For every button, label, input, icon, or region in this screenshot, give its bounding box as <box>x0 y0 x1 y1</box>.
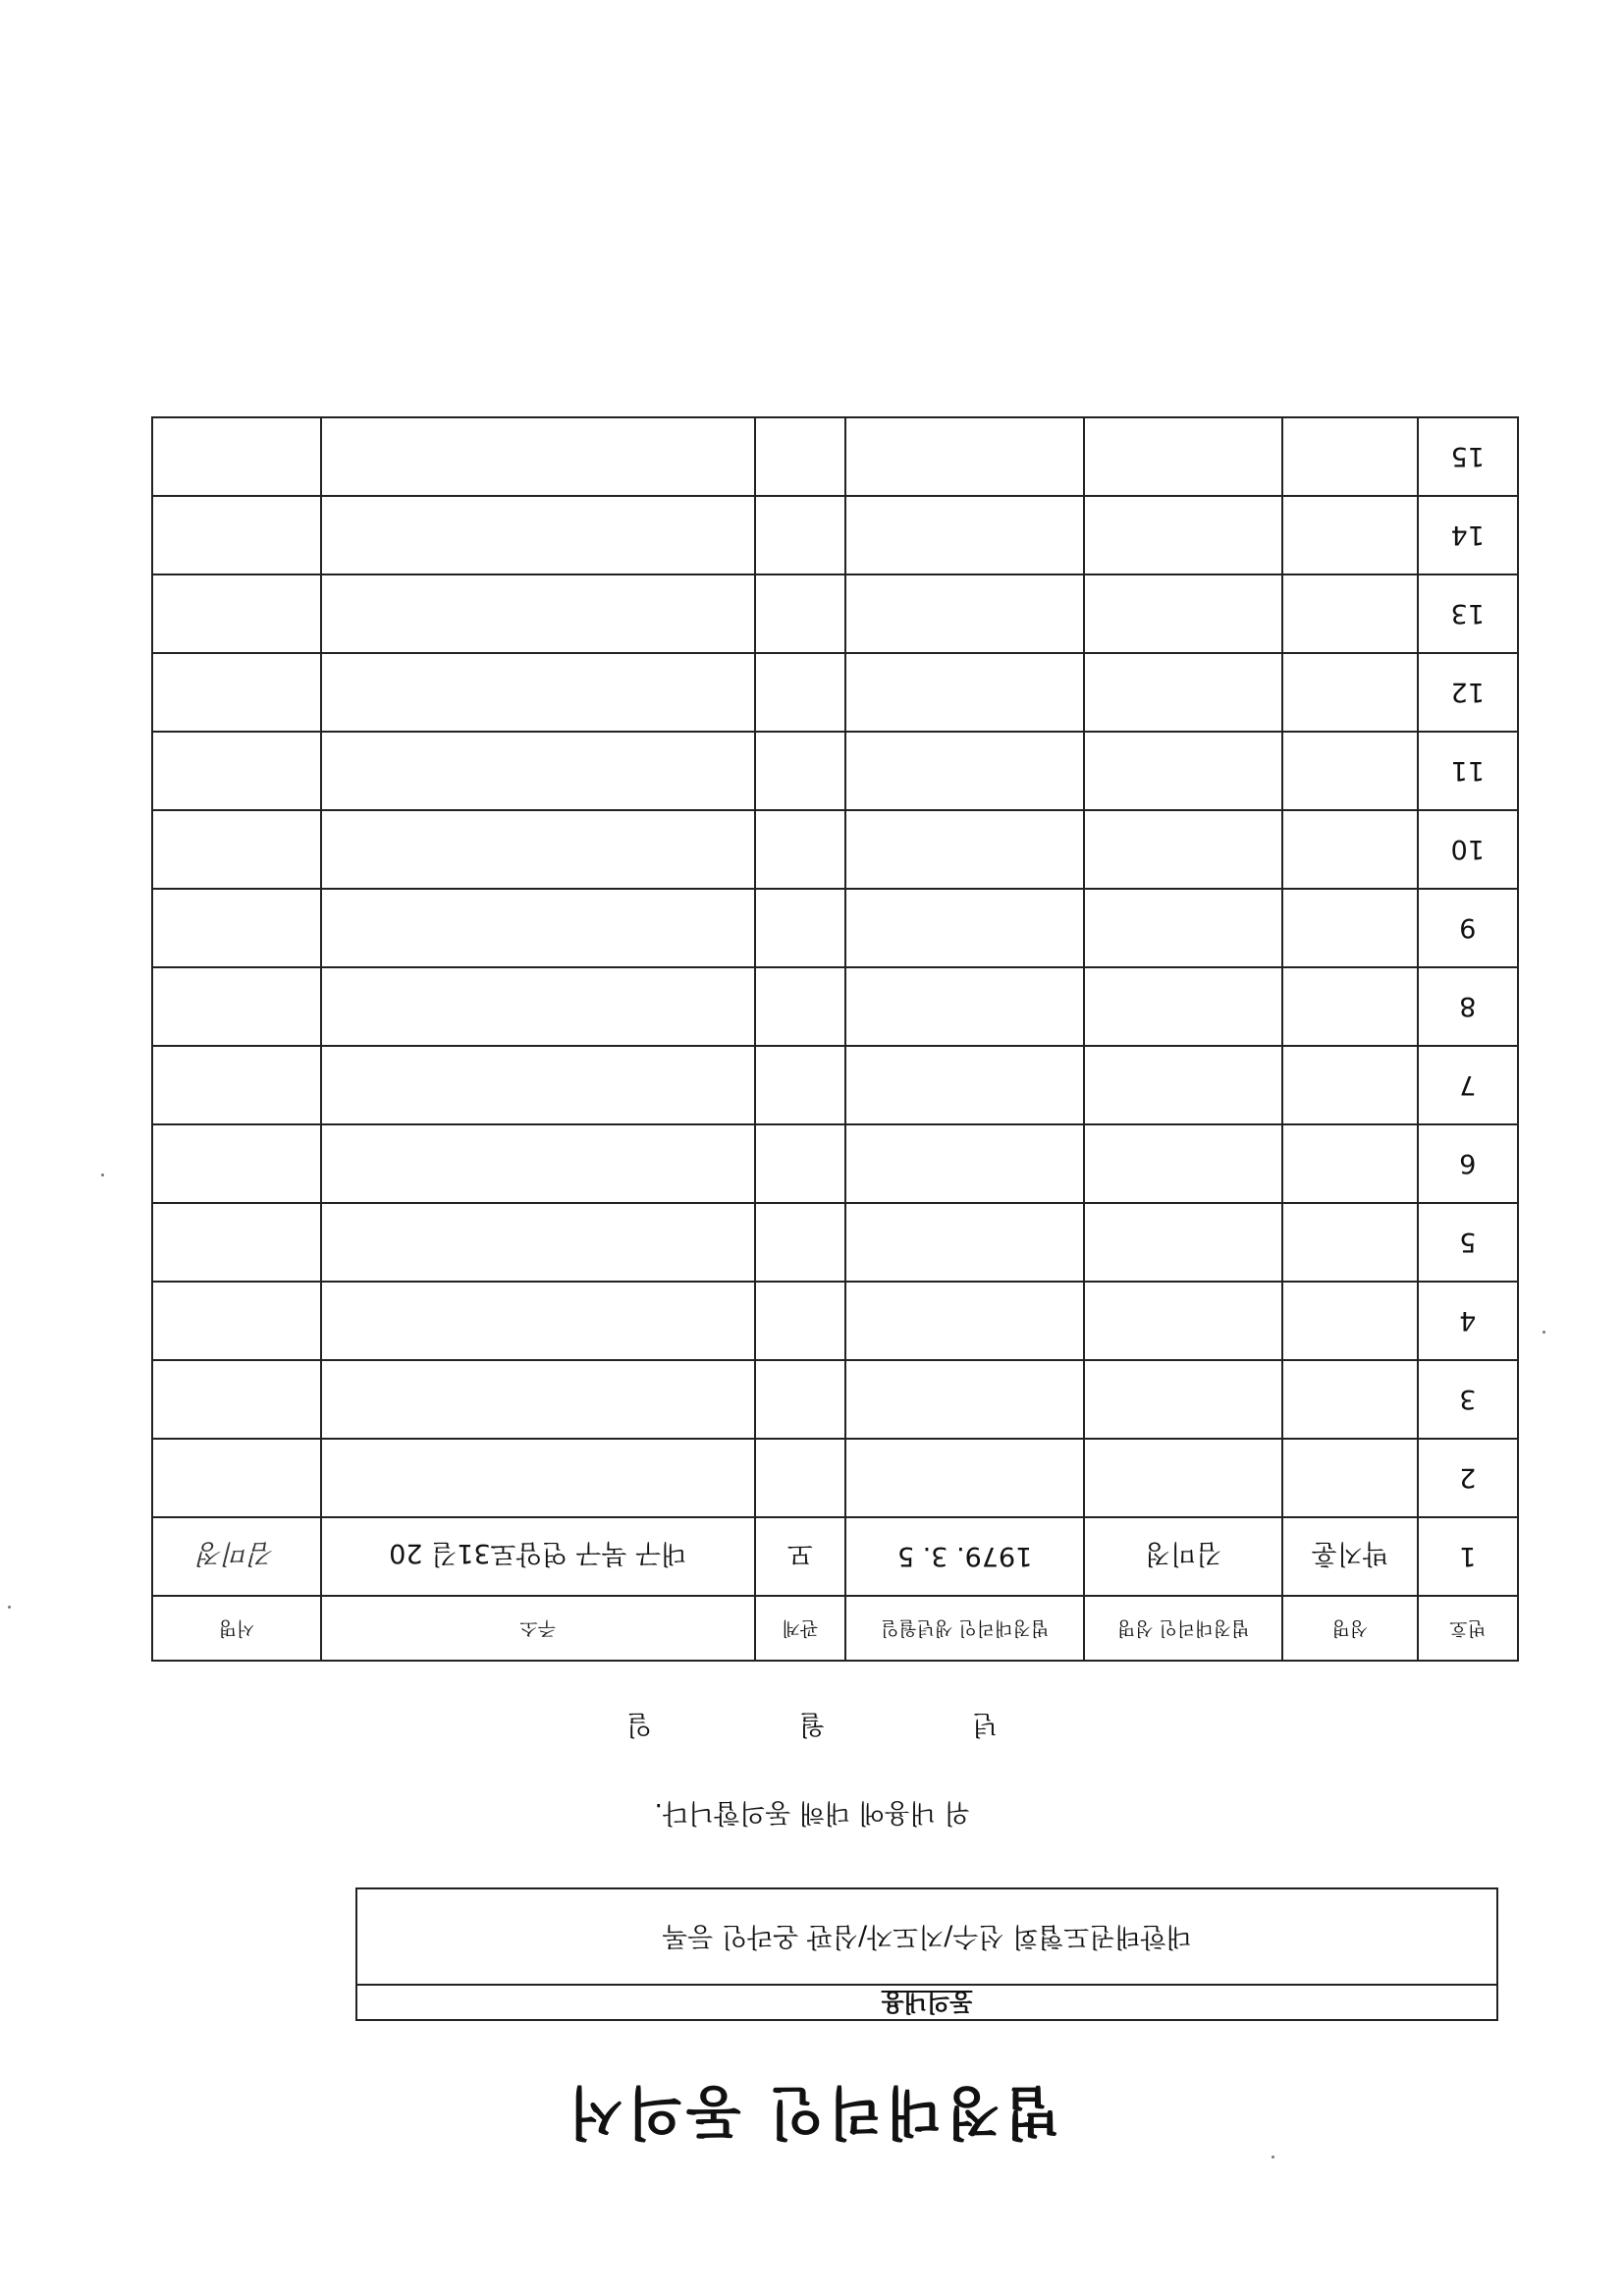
cell-relation <box>755 1124 845 1203</box>
cell-address <box>321 574 755 653</box>
cell-relation <box>755 653 845 732</box>
cell-address <box>321 810 755 889</box>
cell-signature <box>152 1203 321 1282</box>
cell-guardian-birth <box>845 1046 1084 1124</box>
cell-guardian-name <box>1084 889 1282 967</box>
cell-address <box>321 417 755 496</box>
date-line <box>0 1708 1624 1746</box>
cell-guardian-name <box>1084 967 1282 1046</box>
table-row <box>152 810 1518 889</box>
cell-signature <box>152 417 321 496</box>
cell-guardian-birth <box>845 889 1084 967</box>
cell-signature <box>152 732 321 810</box>
consent-text: 대한태권도협회 선수/지도자/심판 온라인 등록 <box>662 1921 1192 1951</box>
cell-no: 8 <box>1418 967 1518 1046</box>
cell-address <box>321 1203 755 1282</box>
cell-guardian-name <box>1084 1360 1282 1439</box>
cell-guardian-name <box>1084 1124 1282 1203</box>
cell-guardian-birth <box>845 967 1084 1046</box>
cell-guardian-birth <box>845 1203 1084 1282</box>
table-row <box>152 1046 1518 1124</box>
cell-name <box>1282 810 1418 889</box>
cell-relation <box>755 574 845 653</box>
scan-speck <box>8 1606 11 1609</box>
cell-relation <box>755 417 845 496</box>
cell-no: 4 <box>1418 1282 1518 1360</box>
cell-name <box>1282 1360 1418 1439</box>
cell-name <box>1282 653 1418 732</box>
cell-name <box>1282 417 1418 496</box>
cell-signature <box>152 889 321 967</box>
cell-relation <box>755 1046 845 1124</box>
cell-guardian-name <box>1084 417 1282 496</box>
cell-guardian-birth <box>845 1124 1084 1203</box>
cell-address <box>321 967 755 1046</box>
cell-no: 15 <box>1418 417 1518 496</box>
cell-guardian-name: 김미정 <box>1084 1517 1282 1596</box>
cell-signature <box>152 1360 321 1439</box>
table-body <box>152 417 1518 1596</box>
header-signature: 서명 <box>152 1596 321 1661</box>
cell-guardian-birth <box>845 732 1084 810</box>
table-row <box>152 1360 1518 1439</box>
cell-relation <box>755 1203 845 1282</box>
cell-guardian-name <box>1084 810 1282 889</box>
cell-signature: 김미정 <box>152 1517 321 1596</box>
cell-guardian-name <box>1084 496 1282 574</box>
cell-address <box>321 496 755 574</box>
cell-name <box>1282 889 1418 967</box>
cell-name <box>1282 1124 1418 1203</box>
table-row <box>152 417 1518 496</box>
table-row <box>152 653 1518 732</box>
consent-header <box>357 1984 1496 2019</box>
cell-name <box>1282 496 1418 574</box>
date-day-label: 일 <box>625 1709 652 1739</box>
cell-no: 13 <box>1418 574 1518 653</box>
cell-no: 1 <box>1418 1517 1518 1596</box>
cell-signature <box>152 653 321 732</box>
cell-no: 10 <box>1418 810 1518 889</box>
cell-signature <box>152 574 321 653</box>
table-row <box>152 889 1518 967</box>
table-header-row <box>152 1596 1518 1661</box>
cell-name <box>1282 1439 1418 1517</box>
cell-address <box>321 1360 755 1439</box>
header-relation: 관계 <box>755 1596 845 1661</box>
table-row <box>152 574 1518 653</box>
table-row <box>152 1124 1518 1203</box>
cell-signature <box>152 1046 321 1124</box>
cell-name <box>1282 574 1418 653</box>
cell-signature <box>152 1282 321 1360</box>
cell-guardian-name <box>1084 1282 1282 1360</box>
table-row <box>152 496 1518 574</box>
cell-signature <box>152 496 321 574</box>
cell-relation <box>755 1360 845 1439</box>
cell-no: 11 <box>1418 732 1518 810</box>
header-no: 번호 <box>1418 1596 1518 1661</box>
header-guardian-name: 법정대리인 성명 <box>1084 1596 1282 1661</box>
document-title: 법정대리인 동의서 <box>564 2079 1060 2146</box>
cell-guardian-name <box>1084 1203 1282 1282</box>
cell-address <box>321 889 755 967</box>
table-row <box>152 732 1518 810</box>
table-row <box>152 1517 1518 1596</box>
cell-relation <box>755 810 845 889</box>
guardian-table <box>151 416 1519 1662</box>
cell-address <box>321 1046 755 1124</box>
cell-guardian-birth <box>845 1360 1084 1439</box>
cell-name <box>1282 1046 1418 1124</box>
header-name: 성명 <box>1282 1596 1418 1661</box>
scan-speck <box>101 1174 104 1176</box>
cell-guardian-name <box>1084 732 1282 810</box>
cell-signature <box>152 967 321 1046</box>
cell-guardian-birth <box>845 496 1084 574</box>
cell-address: 대구 북구 연암로31길 20 <box>321 1517 755 1596</box>
cell-guardian-name <box>1084 574 1282 653</box>
table-row <box>152 1439 1518 1517</box>
consent-section <box>355 1887 1498 2021</box>
cell-guardian-name <box>1084 1046 1282 1124</box>
cell-relation <box>755 967 845 1046</box>
cell-guardian-birth <box>845 653 1084 732</box>
cell-relation <box>755 732 845 810</box>
table-row <box>152 967 1518 1046</box>
cell-signature <box>152 1124 321 1203</box>
cell-signature <box>152 1439 321 1517</box>
date-year-label: 년 <box>972 1709 999 1739</box>
cell-address <box>321 1282 755 1360</box>
cell-relation <box>755 1439 845 1517</box>
cell-guardian-birth <box>845 810 1084 889</box>
date-month-label: 월 <box>798 1709 826 1739</box>
cell-guardian-name <box>1084 653 1282 732</box>
cell-name <box>1282 732 1418 810</box>
cell-name <box>1282 1203 1418 1282</box>
cell-relation <box>755 496 845 574</box>
cell-guardian-name <box>1084 1439 1282 1517</box>
cell-no: 9 <box>1418 889 1518 967</box>
header-address: 주소 <box>321 1596 755 1661</box>
cell-address <box>321 1124 755 1203</box>
cell-guardian-birth <box>845 1282 1084 1360</box>
cell-relation <box>755 889 845 967</box>
scan-speck <box>1543 1331 1545 1334</box>
cell-name: 박지훈 <box>1282 1517 1418 1596</box>
consent-header-label: 동의내용 <box>881 1989 973 2016</box>
cell-signature <box>152 810 321 889</box>
cell-relation: 모 <box>755 1517 845 1596</box>
header-guardian-birth: 법정대리인 생년월일 <box>845 1596 1084 1661</box>
cell-address <box>321 732 755 810</box>
agreement-statement: 위 내용에 대해 동의합니다. <box>654 1797 970 1828</box>
cell-no: 6 <box>1418 1124 1518 1203</box>
cell-guardian-birth <box>845 417 1084 496</box>
cell-no: 14 <box>1418 496 1518 574</box>
cell-no: 12 <box>1418 653 1518 732</box>
cell-relation <box>755 1282 845 1360</box>
cell-guardian-birth <box>845 574 1084 653</box>
cell-guardian-birth <box>845 1439 1084 1517</box>
cell-no: 5 <box>1418 1203 1518 1282</box>
cell-address <box>321 653 755 732</box>
table-row <box>152 1203 1518 1282</box>
cell-no: 3 <box>1418 1360 1518 1439</box>
cell-no: 7 <box>1418 1046 1518 1124</box>
cell-name <box>1282 967 1418 1046</box>
cell-no: 2 <box>1418 1439 1518 1517</box>
cell-name <box>1282 1282 1418 1360</box>
scan-speck <box>1272 2156 1274 2159</box>
cell-address <box>321 1439 755 1517</box>
table-row <box>152 1282 1518 1360</box>
cell-guardian-birth: 1979. 3. 5 <box>845 1517 1084 1596</box>
